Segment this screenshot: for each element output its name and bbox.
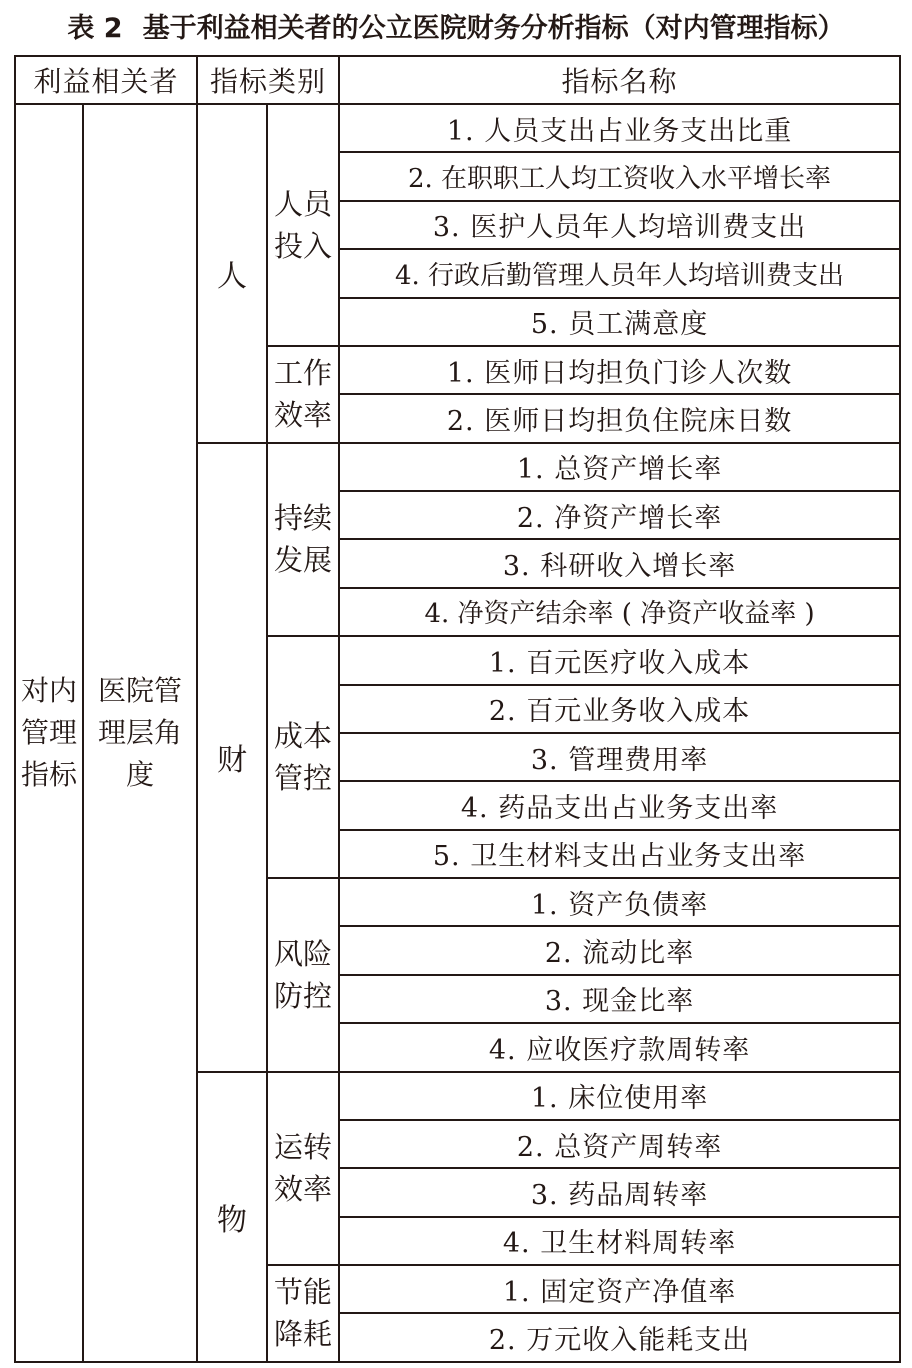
indicator-name-cell: 2. 净资产增长率 (339, 491, 900, 539)
indicator-name-cell: 1. 床位使用率 (339, 1072, 900, 1120)
indicator-name-cell: 1. 百元医疗收入成本 (339, 636, 900, 684)
header-row (15, 56, 900, 104)
indicator-name-cell: 1. 医师日均担负门诊人次数 (339, 346, 900, 394)
indicator-name-cell: 2. 百元业务收入成本 (339, 685, 900, 733)
header-indicator-name: 指标名称 (339, 56, 900, 104)
stakeholder-perspective-cell: 医院管理层角度 (83, 104, 197, 1362)
table-caption (0, 0, 912, 50)
indicator-name-cell: 4. 行政后勤管理人员年人均培训费支出 (339, 249, 900, 297)
indicator-name-cell: 4. 药品支出占业务支出率 (339, 781, 900, 829)
indicator-name-cell: 3. 药品周转率 (339, 1168, 900, 1216)
category-cell: 财 (197, 443, 267, 1072)
indicator-name-cell: 4. 应收医疗款周转率 (339, 1023, 900, 1071)
subcategory-cell: 运转效率 (267, 1072, 339, 1266)
stakeholder-group-cell: 对内管理指标 (15, 104, 83, 1362)
indicator-name-cell: 3. 医护人员年人均培训费支出 (339, 201, 900, 249)
indicator-name-cell: 2. 流动比率 (339, 926, 900, 974)
indicator-name-cell: 1. 资产负债率 (339, 878, 900, 926)
indicator-name-cell: 2. 在职职工人均工资收入水平增长率 (339, 152, 900, 200)
subcategory-cell: 节能降耗 (267, 1265, 339, 1362)
subcategory-cell: 人员投入 (267, 104, 339, 346)
indicator-table (14, 55, 901, 1363)
subcategory-cell: 风险防控 (267, 878, 339, 1072)
indicator-name-cell: 1. 人员支出占业务支出比重 (339, 104, 900, 152)
indicator-name-cell: 4. 卫生材料周转率 (339, 1217, 900, 1265)
table-title: 基于利益相关者的公立医院财务分析指标（对内管理指标） (142, 12, 845, 44)
category-cell: 物 (197, 1072, 267, 1362)
subcategory-cell: 持续发展 (267, 443, 339, 637)
subcategory-cell: 成本管控 (267, 636, 339, 878)
indicator-name-cell: 1. 总资产增长率 (339, 443, 900, 491)
indicator-name-cell: 3. 管理费用率 (339, 733, 900, 781)
subcategory-cell: 工作效率 (267, 346, 339, 443)
indicator-name-cell: 1. 固定资产净值率 (339, 1265, 900, 1313)
indicator-name-cell: 2. 医师日均担负住院床日数 (339, 394, 900, 442)
indicator-name-cell: 2. 万元收入能耗支出 (339, 1313, 900, 1361)
indicator-name-cell: 5. 卫生材料支出占业务支出率 (339, 830, 900, 878)
indicator-name-cell: 3. 现金比率 (339, 975, 900, 1023)
table-row (15, 104, 900, 152)
indicator-name-cell: 2. 总资产周转率 (339, 1120, 900, 1168)
indicator-name-cell: 5. 员工满意度 (339, 298, 900, 346)
category-cell: 人 (197, 104, 267, 443)
indicator-name-cell: 3. 科研收入增长率 (339, 539, 900, 587)
header-stakeholder: 利益相关者 (15, 56, 197, 104)
header-category: 指标类别 (197, 56, 339, 104)
indicator-name-cell: 4. 净资产结余率 ( 净资产收益率 ) (339, 588, 900, 636)
table-number: 表 2 (67, 12, 123, 44)
